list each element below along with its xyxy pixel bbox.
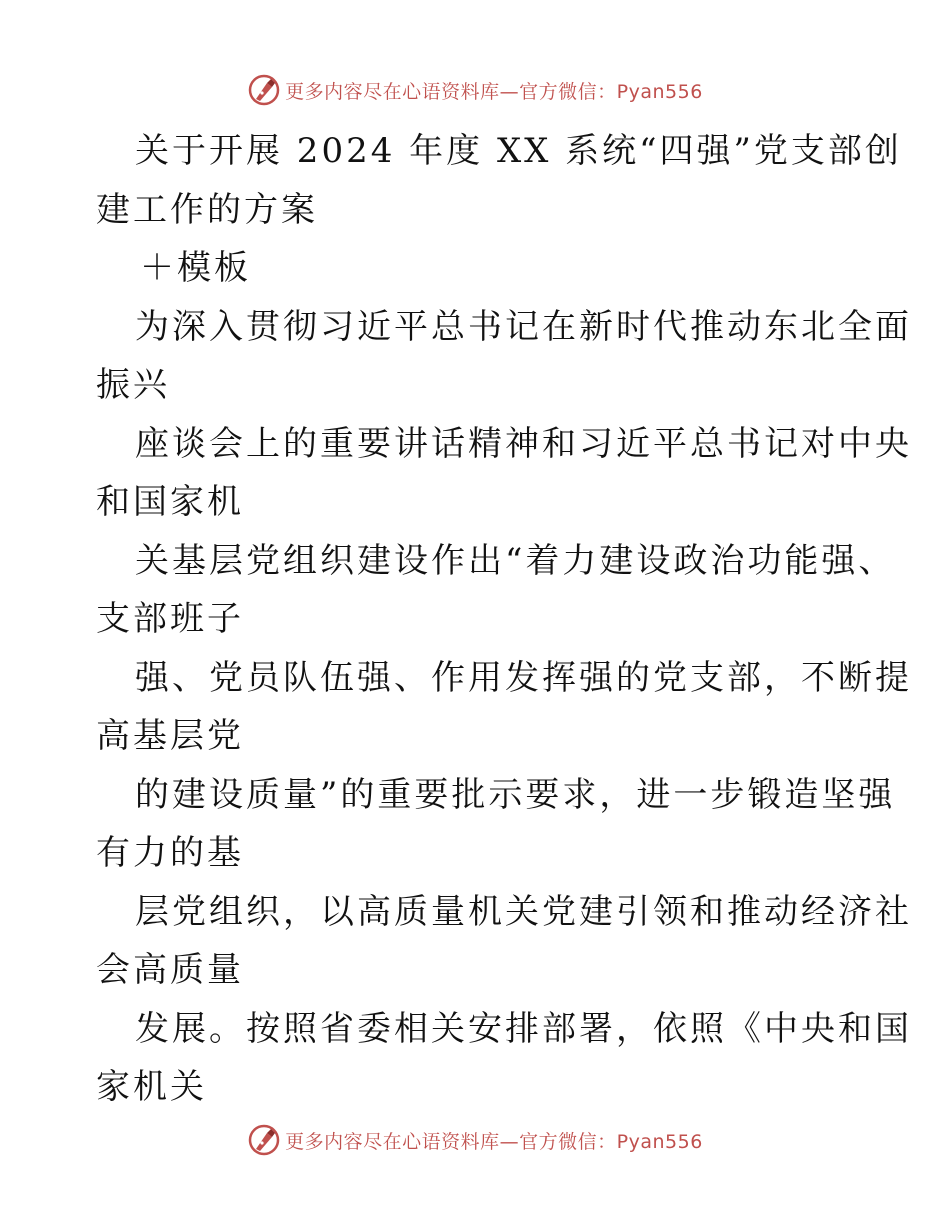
paragraph-line: 座谈会上的重要讲话精神和习近平总书记对中央	[135, 423, 912, 464]
paragraph-line: 会高质量	[96, 950, 244, 990]
watermark-text: 更多内容尽在心语资料库—官方微信：Pyan556	[285, 1130, 703, 1153]
paragraph-line: 和国家机	[96, 482, 244, 522]
footer-watermark-banner	[0, 1118, 950, 1162]
paragraph-line: 强、党员队伍强、作用发挥强的党支部，不断提	[135, 657, 912, 698]
paragraph-line: 关基层党组织建设作出“着力建设政治功能强、	[135, 540, 896, 581]
paragraph-line: 的建设质量”的重要批示要求，进一步锻造坚强	[135, 774, 896, 815]
subtitle-line: ＋模板	[140, 248, 251, 288]
paragraph-line: 支部班子	[96, 599, 244, 639]
paragraph-line: 层党组织，以高质量机关党建引领和推动经济社	[135, 891, 912, 932]
paragraph-line: 发展。按照省委相关安排部署，依照《中央和国	[135, 1008, 912, 1049]
paragraph-line: 家机关	[96, 1067, 207, 1107]
paragraph-line: 有力的基	[96, 833, 244, 873]
paragraph-line: 振兴	[96, 365, 170, 405]
watermark-text: 更多内容尽在心语资料库—官方微信：Pyan556	[285, 80, 703, 103]
document-body	[96, 122, 912, 1117]
paragraph-line: 高基层党	[96, 716, 244, 756]
title-line-1: 关于开展 2024 年度 XX 系统“四强”党支部创	[135, 131, 902, 171]
title-line-2: 建工作的方案	[96, 189, 318, 230]
pen-nib-circle-icon	[247, 73, 281, 107]
pen-nib-circle-icon	[247, 1123, 281, 1157]
paragraph-line: 为深入贯彻习近平总书记在新时代推动东北全面	[135, 306, 912, 347]
header-watermark-banner	[0, 68, 950, 112]
